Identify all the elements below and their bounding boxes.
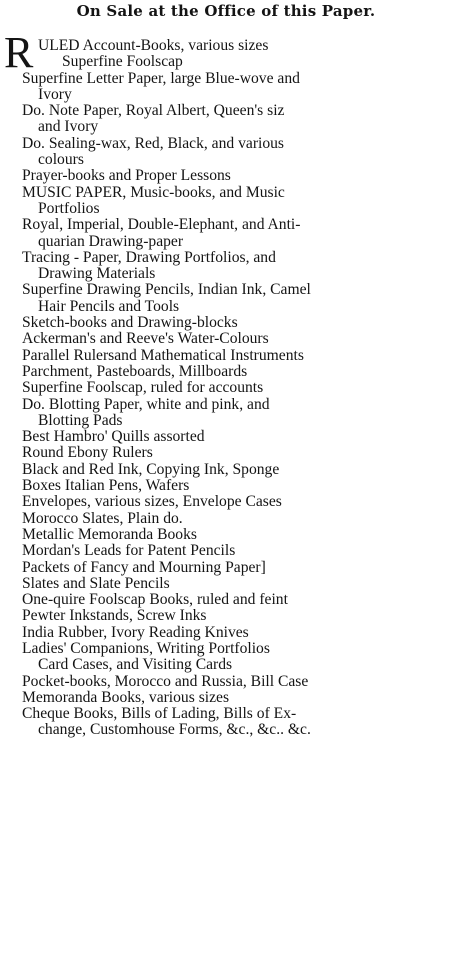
list-item [22,608,452,624]
list-item [22,429,452,445]
list-item-continuation: change, Customhouse Forms, &c., &c.. &c. [38,721,311,739]
list-item [22,185,452,218]
list-item [22,478,452,494]
list-item [22,690,452,706]
list-item [22,576,452,592]
list-item-line: Parchment, Pasteboards, Millboards [22,362,248,380]
advertisement-heading: On Sale at the Office of this Paper. [76,2,376,20]
list-item-line: Pocket-books, Morocco and Russia, Bill Case [22,672,309,690]
list-item [22,250,452,283]
list-item [22,592,452,608]
list-item [22,38,452,71]
list-item-line: Slates and Slate Pencils [22,574,170,592]
list-item [22,445,452,461]
list-item [22,706,452,739]
list-item-continuation: Portfolios [38,199,100,217]
list-item-line: Sketch-books and Drawing-blocks [22,314,238,332]
list-item [22,282,452,315]
list-item [22,348,452,364]
list-item-line: Ackerman's and Reeve's Water-Colours [22,330,269,348]
drop-cap-letter: R [4,28,34,77]
list-item-line: Boxes Italian Pens, Wafers [22,477,190,495]
list-item-line: Cheque Books, Bills of Lading, Bills of Ex- [22,705,297,723]
list-item-line: India Rubber, Ivory Reading Knives [22,623,249,641]
list-item-line: Black and Red Ink, Copying Ink, Sponge [22,460,280,478]
list-item [22,527,452,543]
list-item-line: Packets of Fancy and Mourning Paper] [22,558,266,576]
list-item [22,625,452,641]
list-item [22,217,452,250]
list-item-line: Metallic Memoranda Books [22,525,197,543]
list-item [22,560,452,576]
list-item [22,364,452,380]
list-item-continuation: Superfine Foolscap [62,53,183,71]
list-item-line: Ladies' Companions, Writing Portfolios [22,639,270,657]
list-item-line: Morocco Slates, Plain do. [22,509,183,527]
list-item-continuation: quarian Drawing-paper [38,232,184,250]
list-item-line: Envelopes, various sizes, Envelope Cases [22,493,282,511]
list-item-line: Superfine Foolscap, ruled for accounts [22,379,264,397]
list-item [22,71,452,104]
list-item-line: ULED Account-Books, various sizes [38,37,269,54]
list-item [22,397,452,430]
list-item-line: Superfine Drawing Pencils, Indian Ink, Camel [22,281,311,299]
list-item-line: Memoranda Books, various sizes [22,688,230,706]
list-item [22,543,452,559]
list-item-line: Parallel Rulersand Mathematical Instruments [22,346,304,364]
list-item-continuation: Hair Pencils and Tools [38,297,180,315]
list-item [22,331,452,347]
list-item-continuation: Ivory [38,85,72,103]
list-item-line: Mordan's Leads for Patent Pencils [22,542,236,560]
list-item-line: Round Ebony Rulers [22,444,153,462]
list-item-continuation: Drawing Materials [38,265,156,283]
list-item-line: Do. Note Paper, Royal Albert, Queen's siz [22,102,285,120]
list-item [22,136,452,169]
list-item-continuation: Blotting Pads [38,411,123,429]
list-item [22,511,452,527]
list-item-line: Do. Blotting Paper, white and pink, and [22,395,270,413]
list-item [22,380,452,396]
stationery-item-list [22,38,452,739]
list-item-line: Royal, Imperial, Double-Elephant, and Anti- [22,216,301,234]
list-item-line: MUSIC PAPER, Music-books, and Music [22,183,285,201]
list-item-line: Do. Sealing-wax, Red, Black, and various [22,134,285,152]
list-item [22,674,452,690]
list-item-line: Pewter Inkstands, Screw Inks [22,607,207,625]
list-item [22,168,452,184]
list-item [22,641,452,674]
list-item-line: One-quire Foolscap Books, ruled and feint [22,591,288,609]
list-item-continuation: and Ivory [38,118,99,136]
list-item-line: Prayer-books and Proper Lessons [22,167,231,185]
list-item-continuation: colours [38,151,84,169]
list-item [22,315,452,331]
list-item-line: Superfine Letter Paper, large Blue-wove and [22,69,300,87]
list-item [22,494,452,510]
list-item-line: Tracing - Paper, Drawing Portfolios, and [22,248,276,266]
list-item-continuation: Card Cases, and Visiting Cards [38,656,233,674]
list-item [22,103,452,136]
list-item-line: Best Hambro' Quills assorted [22,428,205,446]
list-item [22,462,452,478]
